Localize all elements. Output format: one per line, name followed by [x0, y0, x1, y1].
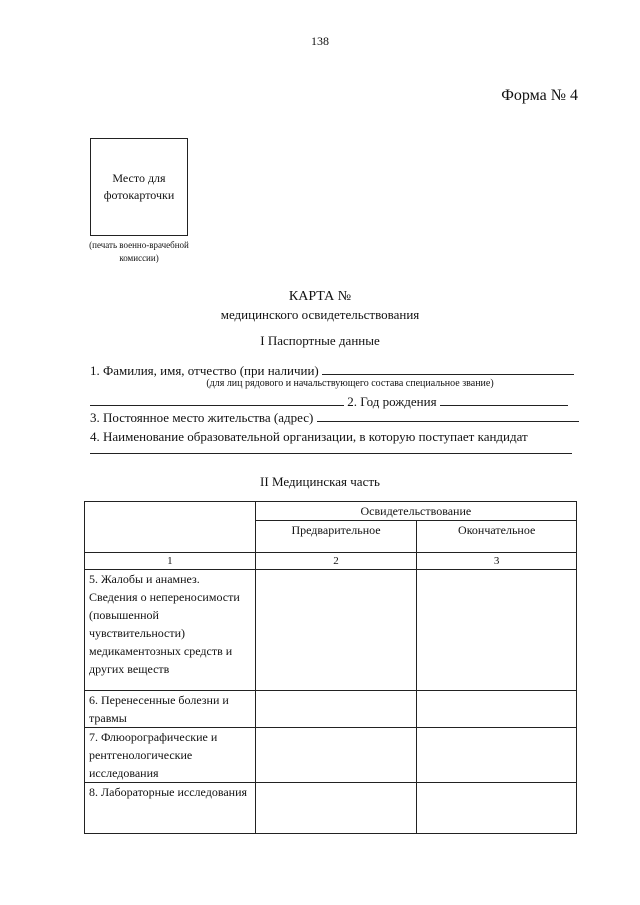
col-final-header: Окончательное	[417, 521, 577, 553]
row-cell-final[interactable]	[417, 783, 577, 834]
row-cell-preliminary[interactable]	[255, 783, 417, 834]
photo-label: Место для фотокарточки	[103, 171, 175, 202]
name-field[interactable]	[90, 362, 574, 379]
column-numbers-row	[85, 553, 577, 570]
row-cell-final[interactable]	[417, 728, 577, 783]
address-field[interactable]	[90, 409, 579, 426]
table-row	[85, 728, 577, 783]
header-empty-cell	[85, 502, 256, 553]
group-header-cell: Освидетельствование	[255, 502, 576, 521]
col-preliminary-header: Предварительное	[255, 521, 417, 553]
row-cell-preliminary[interactable]	[255, 570, 417, 691]
row-label-diseases: 6. Перенесенные болезни и травмы	[85, 691, 256, 728]
name-field-label: 1. Фамилия, имя, отчество (при наличии)	[90, 363, 319, 378]
col-number-2: 2	[255, 553, 417, 570]
birth-year-field[interactable]	[90, 393, 568, 410]
name-continuation-line[interactable]	[90, 393, 344, 406]
row-cell-preliminary[interactable]	[255, 728, 417, 783]
birth-year-line[interactable]	[440, 393, 568, 406]
form-number: Форма № 4	[501, 87, 578, 104]
photo-stamp-note: (печать военно-врачебной комиссии)	[89, 240, 189, 263]
organization-label: 4. Наименование образовательной организации, в которую поступает кандидат	[90, 429, 528, 444]
row-label-complaints: 5. Жалобы и анамнез. Сведения о непереносимости (повышенной чувствительности) медикаментозных средств и других веществ	[85, 570, 256, 691]
organization-field[interactable]	[90, 429, 528, 445]
row-cell-preliminary[interactable]	[255, 691, 417, 728]
birth-year-label: 2. Год рождения	[347, 394, 437, 409]
address-label: 3. Постоянное место жительства (адрес)	[90, 410, 314, 425]
card-title: КАРТА №	[288, 289, 352, 304]
medical-table	[84, 501, 577, 834]
row-cell-final[interactable]	[417, 691, 577, 728]
photo-placeholder	[90, 138, 188, 236]
section-medical-heading: II Медицинская часть	[260, 474, 380, 489]
page-number: 138	[311, 34, 329, 48]
col-number-1: 1	[85, 553, 256, 570]
row-cell-final[interactable]	[417, 570, 577, 691]
card-subtitle: медицинского освидетельствования	[220, 307, 420, 322]
table-row	[85, 783, 577, 834]
col-number-3: 3	[417, 553, 577, 570]
table-row	[85, 570, 577, 691]
name-field-line[interactable]	[322, 362, 574, 375]
address-line[interactable]	[317, 409, 579, 422]
organization-line[interactable]	[90, 453, 572, 454]
table-row	[85, 691, 577, 728]
table-header-row	[85, 502, 577, 521]
row-label-laboratory: 8. Лабораторные исследования	[85, 783, 256, 834]
section-passport-heading: I Паспортные данные	[260, 333, 380, 348]
name-field-hint: (для лиц рядового и начальствующего состава специальное звание)	[206, 378, 494, 389]
row-label-fluorography: 7. Флюорографические и рентгенологические исследования	[85, 728, 256, 783]
